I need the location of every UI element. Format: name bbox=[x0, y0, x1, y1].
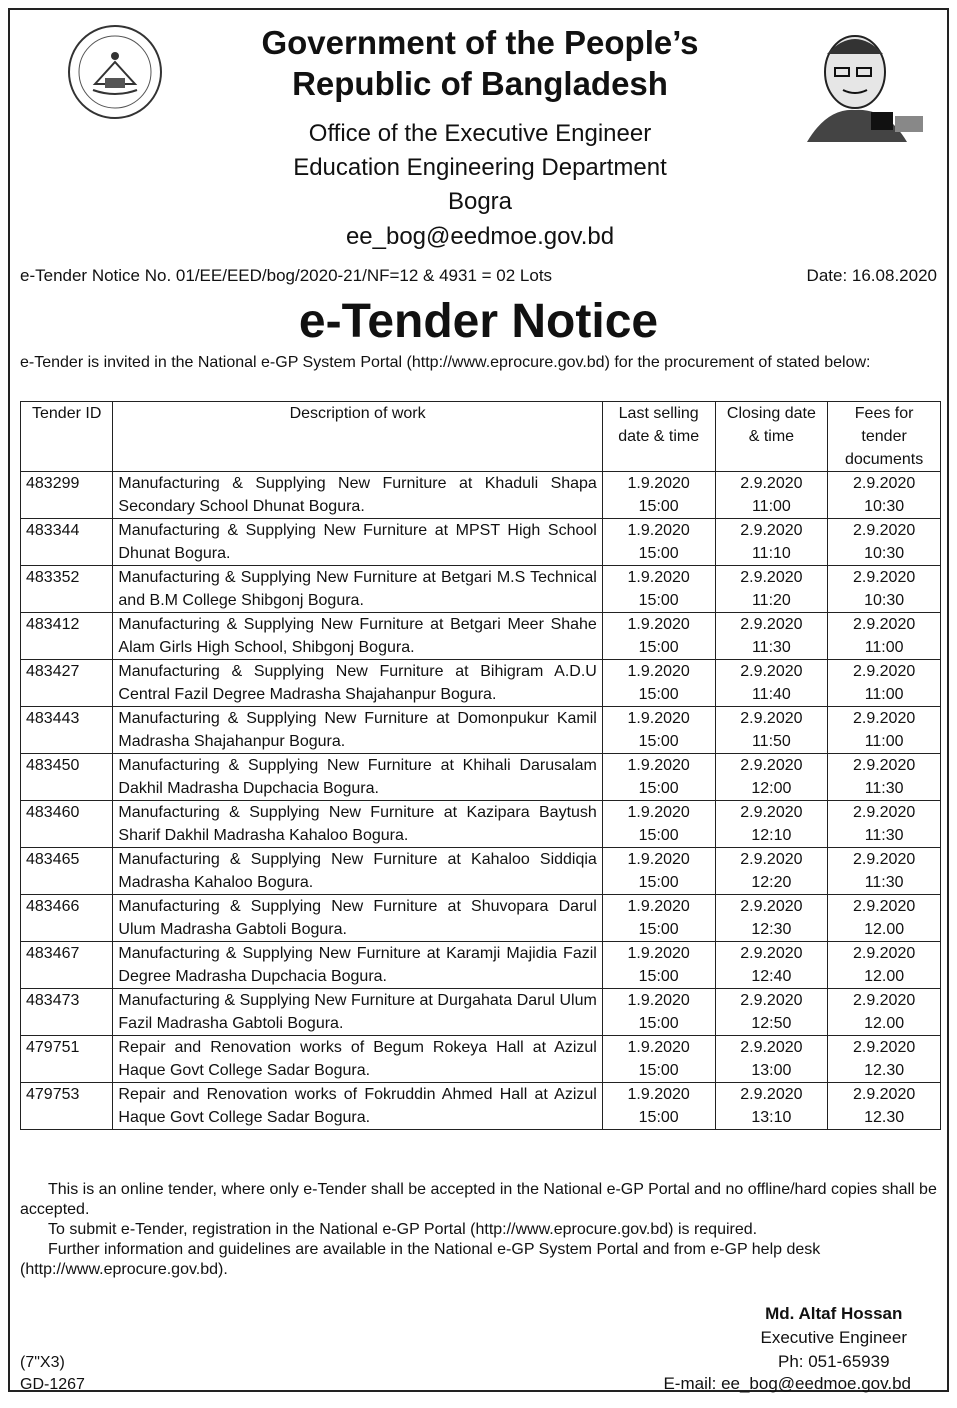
cell-closing-line: 12:10 bbox=[751, 827, 792, 844]
cell-closing-line: 2.9.2020 bbox=[740, 992, 803, 1009]
cell-closing-line: 11:10 bbox=[751, 545, 791, 562]
tender-table-body bbox=[21, 472, 941, 1130]
department-name: Education Engineering Department bbox=[293, 154, 667, 181]
department-seal-logo bbox=[65, 22, 165, 122]
cell-fees-line: 2.9.2020 bbox=[852, 475, 916, 492]
mujib-100-emblem-logo bbox=[797, 24, 927, 142]
office-email: ee_bog@eedmoe.gov.bd bbox=[345, 223, 615, 250]
cell-description bbox=[113, 1036, 602, 1083]
cell-last-selling-line: 1.9.2020 bbox=[627, 898, 690, 915]
cell-tender-id bbox=[21, 801, 113, 848]
cell-closing bbox=[715, 613, 828, 660]
notice-title: e-Tender Notice bbox=[298, 295, 659, 348]
cell-tender-id-line: 483473 bbox=[26, 992, 80, 1009]
tender-table bbox=[20, 401, 941, 1130]
cell-description bbox=[113, 848, 602, 895]
cell-closing-line: 11:50 bbox=[751, 733, 791, 750]
cell-last-selling bbox=[602, 848, 715, 895]
cell-closing-line: 2.9.2020 bbox=[740, 757, 803, 774]
city-name: Bogra bbox=[447, 188, 513, 215]
cell-tender-id-line: 483427 bbox=[26, 663, 80, 680]
table-row bbox=[21, 1083, 941, 1130]
cell-description bbox=[113, 989, 602, 1036]
cell-tender-id-line: 483344 bbox=[26, 522, 80, 539]
cell-fees bbox=[828, 660, 941, 707]
cell-closing-line: 13:00 bbox=[751, 1062, 792, 1079]
cell-description bbox=[113, 942, 602, 989]
cell-tender-id-line: 483352 bbox=[26, 569, 80, 586]
cell-last-selling-line: 15:00 bbox=[638, 874, 679, 891]
cell-tender-id bbox=[21, 754, 113, 801]
cell-fees-line: 2.9.2020 bbox=[852, 1086, 916, 1103]
cell-last-selling bbox=[602, 942, 715, 989]
cell-closing bbox=[715, 848, 828, 895]
cell-last-selling-line: 1.9.2020 bbox=[627, 475, 690, 492]
cell-closing-line: 11:20 bbox=[751, 592, 791, 609]
tender-notice-page bbox=[8, 8, 949, 1392]
cell-fees-line: 2.9.2020 bbox=[852, 992, 916, 1009]
government-title-line1: Government of the People’s bbox=[261, 24, 699, 61]
cell-fees-line: 12.30 bbox=[864, 1109, 905, 1126]
cell-closing bbox=[715, 754, 828, 801]
cell-last-selling-line: 1.9.2020 bbox=[627, 710, 690, 727]
table-row bbox=[21, 472, 941, 519]
cell-closing-line: 12:40 bbox=[751, 968, 792, 985]
cell-tender-id bbox=[21, 707, 113, 754]
cell-fees-line: 11:30 bbox=[864, 780, 904, 797]
cell-last-selling bbox=[602, 613, 715, 660]
cell-closing-line: 2.9.2020 bbox=[740, 710, 803, 727]
cell-tender-id bbox=[21, 942, 113, 989]
cell-tender-id-line: 483465 bbox=[26, 851, 80, 868]
cell-tender-id bbox=[21, 1083, 113, 1130]
cell-last-selling-line: 15:00 bbox=[638, 968, 679, 985]
header-fees: Fees for tender documents bbox=[828, 402, 941, 472]
cell-closing-line: 2.9.2020 bbox=[740, 898, 803, 915]
cell-closing-line: 12:00 bbox=[751, 780, 792, 797]
cell-tender-id bbox=[21, 519, 113, 566]
cell-closing-line: 12:30 bbox=[751, 921, 792, 938]
cell-last-selling-line: 15:00 bbox=[638, 780, 679, 797]
cell-tender-id-line: 479751 bbox=[26, 1039, 80, 1056]
cell-fees-line: 12.00 bbox=[864, 968, 905, 985]
cell-fees bbox=[828, 472, 941, 519]
cell-tender-id-line: 483460 bbox=[26, 804, 80, 821]
cell-tender-id bbox=[21, 989, 113, 1036]
cell-description-line: Manufacturing & Supplying New Furniture at Shuvopara Darul Ulum Madrasha Gabtoli Bogura. bbox=[118, 898, 597, 938]
cell-last-selling-line: 1.9.2020 bbox=[627, 992, 690, 1009]
cell-fees bbox=[828, 519, 941, 566]
cell-closing bbox=[715, 1083, 828, 1130]
cell-closing-line: 2.9.2020 bbox=[740, 851, 803, 868]
table-row bbox=[21, 801, 941, 848]
table-row bbox=[21, 942, 941, 989]
cell-last-selling-line: 1.9.2020 bbox=[627, 522, 690, 539]
table-row bbox=[21, 895, 941, 942]
footer-notes bbox=[20, 1180, 937, 1280]
cell-tender-id-line: 483466 bbox=[26, 898, 80, 915]
cell-fees bbox=[828, 707, 941, 754]
cell-closing bbox=[715, 519, 828, 566]
cell-last-selling bbox=[602, 1083, 715, 1130]
cell-description-line: Manufacturing & Supplying New Furniture at Khaduli Shapa Secondary School Dhunat Bogura. bbox=[118, 475, 597, 515]
header-last-selling: Last selling date & time bbox=[602, 402, 715, 472]
cell-fees-line: 2.9.2020 bbox=[852, 757, 916, 774]
cell-tender-id bbox=[21, 660, 113, 707]
cell-description-line: Manufacturing & Supplying New Furniture at Domonpukur Kamil Madrasha Shajahanpur Bogura. bbox=[118, 710, 597, 750]
cell-description bbox=[113, 707, 602, 754]
cell-last-selling bbox=[602, 1036, 715, 1083]
cell-tender-id bbox=[21, 613, 113, 660]
signatory-email: E-mail: ee_bog@eedmoe.gov.bd bbox=[663, 1374, 911, 1393]
cell-fees bbox=[828, 942, 941, 989]
cell-description-line: Manufacturing & Supplying New Furniture at Khihali Darusalam Dakhil Madrasha Dupchacia Bogura. bbox=[118, 757, 597, 797]
cell-closing-line: 2.9.2020 bbox=[740, 663, 803, 680]
table-row bbox=[21, 660, 941, 707]
cell-last-selling-line: 15:00 bbox=[638, 921, 679, 938]
cell-last-selling-line: 15:00 bbox=[638, 827, 679, 844]
cell-last-selling-line: 15:00 bbox=[638, 733, 679, 750]
cell-description-line: Manufacturing & Supplying New Furniture at Karamji Majidia Fazil Degree Madrasha Dupchacia Bogura. bbox=[118, 945, 597, 985]
cell-description bbox=[113, 660, 602, 707]
footer-note-online: This is an online tender, where only e-Tender shall be accepted in the National e-GP Portal and no offline/hard copies shall be accepted. bbox=[20, 1181, 937, 1218]
cell-last-selling bbox=[602, 989, 715, 1036]
cell-description-line: Manufacturing & Supplying New Furniture at Kazipara Baytush Sharif Dakhil Madrasha Kahaloo Bogura. bbox=[118, 804, 597, 844]
cell-last-selling bbox=[602, 754, 715, 801]
cell-fees-line: 2.9.2020 bbox=[852, 898, 916, 915]
cell-description-line: Manufacturing & Supplying New Furniture at Betgari Meer Shahe Alam Girls High School, Shibgonj Bogura. bbox=[118, 616, 597, 656]
cell-closing-line: 2.9.2020 bbox=[740, 804, 803, 821]
signatory-title: Executive Engineer bbox=[760, 1328, 907, 1347]
cell-tender-id bbox=[21, 566, 113, 613]
cell-closing-line: 11:00 bbox=[751, 498, 791, 515]
cell-last-selling-line: 1.9.2020 bbox=[627, 569, 690, 586]
cell-last-selling-line: 1.9.2020 bbox=[627, 804, 690, 821]
cell-last-selling-line: 15:00 bbox=[638, 686, 679, 703]
footer-note-registration: To submit e-Tender, registration in the National e-GP Portal (http://www.eprocure.gov.bd) is required. bbox=[48, 1221, 758, 1238]
cell-description-line: Repair and Renovation works of Fokruddin Ahmed Hall at Azizul Haque Govt College Sadar Bogura. bbox=[118, 1086, 597, 1126]
signatory-name: Md. Altaf Hossan bbox=[765, 1304, 903, 1323]
cell-tender-id-line: 479753 bbox=[26, 1086, 80, 1103]
cell-description bbox=[113, 613, 602, 660]
cell-fees-line: 12.00 bbox=[864, 1015, 905, 1032]
table-row bbox=[21, 754, 941, 801]
cell-closing-line: 2.9.2020 bbox=[740, 569, 803, 586]
cell-fees bbox=[828, 1036, 941, 1083]
cell-fees bbox=[828, 613, 941, 660]
header-description: Description of work bbox=[113, 402, 602, 472]
cell-last-selling-line: 15:00 bbox=[638, 639, 679, 656]
cell-description-line: Manufacturing & Supplying New Furniture at Kahaloo Siddiqia Madrasha Kahaloo Bogura. bbox=[118, 851, 597, 891]
cell-closing-line: 2.9.2020 bbox=[740, 475, 803, 492]
cell-fees-line: 10:30 bbox=[864, 545, 905, 562]
cell-fees-line: 11:00 bbox=[864, 733, 904, 750]
header-tender-id: Tender ID bbox=[21, 402, 113, 472]
cell-closing-line: 2.9.2020 bbox=[740, 945, 803, 962]
ad-code: GD-1267 bbox=[20, 1376, 85, 1393]
cell-closing-line: 12:50 bbox=[751, 1015, 792, 1032]
cell-fees bbox=[828, 566, 941, 613]
office-name: Office of the Executive Engineer bbox=[308, 120, 652, 147]
cell-last-selling bbox=[602, 895, 715, 942]
cell-closing bbox=[715, 895, 828, 942]
cell-tender-id bbox=[21, 848, 113, 895]
cell-fees-line: 11:00 bbox=[864, 639, 904, 656]
table-header-row bbox=[21, 402, 941, 472]
cell-fees-line: 2.9.2020 bbox=[852, 663, 916, 680]
cell-fees bbox=[828, 895, 941, 942]
cell-description-line: Manufacturing & Supplying New Furniture at Durgahata Darul Ulum Fazil Madrasha Gabtoli Bogura. bbox=[118, 992, 597, 1032]
cell-fees-line: 2.9.2020 bbox=[852, 710, 916, 727]
table-row bbox=[21, 848, 941, 895]
cell-last-selling bbox=[602, 660, 715, 707]
cell-description bbox=[113, 519, 602, 566]
signatory-phone: Ph: 051-65939 bbox=[777, 1352, 890, 1371]
cell-description-line: Repair and Renovation works of Begum Rokeya Hall at Azizul Haque Govt College Sadar Bogura. bbox=[118, 1039, 597, 1079]
cell-closing bbox=[715, 801, 828, 848]
cell-fees-line: 2.9.2020 bbox=[852, 569, 916, 586]
cell-last-selling bbox=[602, 707, 715, 754]
footer-note-guidelines: Further information and guidelines are available in the National e-GP System Portal and from e-GP help desk (http://www.eprocure.gov.bd). bbox=[20, 1241, 821, 1278]
cell-fees-line: 10:30 bbox=[864, 498, 905, 515]
cell-fees-line: 2.9.2020 bbox=[852, 522, 916, 539]
cell-last-selling-line: 1.9.2020 bbox=[627, 1086, 690, 1103]
cell-closing-line: 2.9.2020 bbox=[740, 1039, 803, 1056]
cell-last-selling-line: 1.9.2020 bbox=[627, 663, 690, 680]
cell-closing-line: 13:10 bbox=[751, 1109, 792, 1126]
cell-closing bbox=[715, 660, 828, 707]
table-row bbox=[21, 989, 941, 1036]
cell-closing bbox=[715, 566, 828, 613]
table-row bbox=[21, 1036, 941, 1083]
cell-last-selling-line: 1.9.2020 bbox=[627, 945, 690, 962]
cell-description bbox=[113, 1083, 602, 1130]
cell-fees-line: 2.9.2020 bbox=[852, 616, 916, 633]
cell-closing-line: 2.9.2020 bbox=[740, 616, 803, 633]
cell-fees bbox=[828, 989, 941, 1036]
cell-tender-id bbox=[21, 895, 113, 942]
cell-last-selling bbox=[602, 566, 715, 613]
cell-tender-id-line: 483467 bbox=[26, 945, 80, 962]
cell-last-selling-line: 15:00 bbox=[638, 498, 679, 515]
cell-closing bbox=[715, 1036, 828, 1083]
cell-tender-id bbox=[21, 1036, 113, 1083]
cell-fees-line: 2.9.2020 bbox=[852, 1039, 916, 1056]
cell-fees-line: 2.9.2020 bbox=[852, 945, 916, 962]
cell-last-selling-line: 1.9.2020 bbox=[627, 851, 690, 868]
cell-closing-line: 11:30 bbox=[751, 639, 791, 656]
notice-intro: e-Tender is invited in the National e-GP System Portal (http://www.eprocure.gov.bd) for the procurement of stated below: bbox=[20, 354, 871, 371]
cell-fees-line: 2.9.2020 bbox=[852, 851, 916, 868]
cell-closing bbox=[715, 707, 828, 754]
cell-last-selling-line: 1.9.2020 bbox=[627, 757, 690, 774]
cell-fees-line: 11:30 bbox=[864, 874, 904, 891]
table-row bbox=[21, 613, 941, 660]
cell-fees-line: 11:00 bbox=[864, 686, 904, 703]
cell-last-selling bbox=[602, 519, 715, 566]
cell-closing-line: 11:40 bbox=[751, 686, 791, 703]
table-row bbox=[21, 519, 941, 566]
cell-tender-id-line: 483299 bbox=[26, 475, 80, 492]
cell-tender-id-line: 483412 bbox=[26, 616, 80, 633]
ad-size: (7"X3) bbox=[20, 1354, 65, 1371]
cell-closing-line: 2.9.2020 bbox=[740, 1086, 803, 1103]
cell-description-line: Manufacturing & Supplying New Furniture at MPST High School Dhunat Bogura. bbox=[118, 522, 597, 562]
cell-closing-line: 2.9.2020 bbox=[740, 522, 803, 539]
header-closing: Closing date & time bbox=[715, 402, 828, 472]
cell-fees-line: 12.30 bbox=[864, 1062, 905, 1079]
cell-last-selling-line: 1.9.2020 bbox=[627, 1039, 690, 1056]
cell-last-selling bbox=[602, 801, 715, 848]
cell-description bbox=[113, 566, 602, 613]
cell-last-selling bbox=[602, 472, 715, 519]
cell-fees-line: 11:30 bbox=[864, 827, 904, 844]
cell-description-line: Manufacturing & Supplying New Furniture at Bihigram A.D.U Central Fazil Degree Madrasha Shajahanpur Bogura. bbox=[118, 663, 597, 703]
table-row bbox=[21, 707, 941, 754]
table-row bbox=[21, 566, 941, 613]
signature-block bbox=[761, 1302, 907, 1374]
cell-tender-id bbox=[21, 472, 113, 519]
cell-fees-line: 12.00 bbox=[864, 921, 905, 938]
cell-description bbox=[113, 801, 602, 848]
cell-description-line: Manufacturing & Supplying New Furniture at Betgari M.S Technical and B.M College Shibgonj Bogura. bbox=[118, 569, 597, 609]
cell-last-selling-line: 1.9.2020 bbox=[627, 616, 690, 633]
cell-last-selling-line: 15:00 bbox=[638, 545, 679, 562]
cell-last-selling-line: 15:00 bbox=[638, 1062, 679, 1079]
cell-last-selling-line: 15:00 bbox=[638, 1109, 679, 1126]
cell-fees bbox=[828, 801, 941, 848]
government-title-line2: Republic of Bangladesh bbox=[292, 65, 668, 102]
cell-closing-line: 12:20 bbox=[751, 874, 792, 891]
cell-description bbox=[113, 472, 602, 519]
cell-last-selling-line: 15:00 bbox=[638, 592, 679, 609]
cell-tender-id-line: 483450 bbox=[26, 757, 80, 774]
cell-closing bbox=[715, 989, 828, 1036]
cell-fees bbox=[828, 848, 941, 895]
notice-date: Date: 16.08.2020 bbox=[806, 266, 937, 285]
cell-closing bbox=[715, 942, 828, 989]
cell-last-selling-line: 15:00 bbox=[638, 1015, 679, 1032]
cell-description bbox=[113, 895, 602, 942]
notice-number: e-Tender Notice No. 01/EE/EED/bog/2020-21/NF=12 & 4931 = 02 Lots bbox=[20, 266, 553, 285]
cell-fees bbox=[828, 754, 941, 801]
cell-description bbox=[113, 754, 602, 801]
cell-tender-id-line: 483443 bbox=[26, 710, 80, 727]
cell-fees-line: 10:30 bbox=[864, 592, 905, 609]
cell-fees bbox=[828, 1083, 941, 1130]
cell-closing bbox=[715, 472, 828, 519]
cell-fees-line: 2.9.2020 bbox=[852, 804, 916, 821]
